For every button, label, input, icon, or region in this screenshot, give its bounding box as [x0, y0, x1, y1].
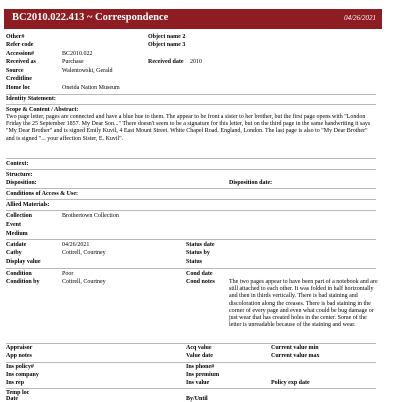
refer-code-label: Refer code — [6, 42, 34, 48]
accession-label: Accession# — [6, 51, 34, 57]
condition-by-value: Cottrell, Courtney — [62, 279, 106, 285]
conditions-access-label: Conditions of Access & Use: — [6, 191, 78, 197]
divider — [6, 343, 376, 344]
temp-loc-label: Temp loc — [6, 390, 30, 396]
value-date-label: Value date — [186, 353, 213, 359]
divider — [6, 268, 376, 269]
condition-label: Condition — [6, 271, 32, 277]
record-header — [4, 9, 382, 29]
event-label: Event — [6, 222, 21, 228]
divider — [6, 104, 376, 105]
current-value-max-label: Current value max — [271, 353, 320, 359]
catdate-label: Catdate — [6, 242, 27, 248]
collection-label: Collection — [6, 213, 32, 219]
display-value-label: Display value — [6, 259, 41, 265]
ins-value-label: Ins value — [186, 380, 210, 386]
ins-policy-label: Ins policy# — [6, 364, 34, 370]
structure-label: Structure: — [6, 172, 33, 178]
object-name-3-label: Object name 3 — [148, 42, 186, 48]
current-value-min-label: Current value min — [271, 345, 319, 351]
record-title: BC2010.022.413 ~ Correspondence — [12, 12, 169, 23]
received-as-label: Received as — [6, 59, 36, 65]
other-num-label: Other# — [6, 34, 25, 40]
divider — [6, 169, 376, 170]
source-label: Source — [6, 68, 24, 74]
ins-rep-label: Ins rep — [6, 380, 25, 386]
creditline-label: Creditline — [6, 76, 32, 82]
allied-materials-label: Allied Materials: — [6, 202, 50, 208]
disposition-label: Disposition: — [6, 180, 37, 186]
received-date-value: 2010 — [190, 59, 202, 65]
home-loc-value: Oneida Nation Museum — [62, 85, 120, 91]
scope-content-text: Two page letter, pages are connected and have a blue hue to them. The appear to be front a sister to her brother, but the first page opens with "London Friday the 25 September 1857. My Dear Son..." There doesn't seem to be a signature for this letter, but on the third page in the same handwriting it says "My Dear Brother" and is signed Emily Kuvil, 4 East Mount Street. White Chapel Road. England, London. The last page is also to "My Dear Brother" and is signed "... your affection Sister, E. Kuvil". — [6, 114, 371, 142]
source-value: Walentowski, Gerald — [62, 68, 113, 74]
divider — [6, 362, 376, 363]
divider — [6, 388, 376, 389]
app-notes-label: App notes — [6, 353, 32, 359]
context-label: Context: — [6, 161, 29, 167]
status-date-label: Status date — [186, 242, 215, 248]
cond-date-label: Cond date — [186, 271, 213, 277]
catby-value: Cottrell, Courtney — [62, 250, 106, 256]
policy-exp-date-label: Policy exp date — [271, 380, 310, 386]
divider — [6, 158, 376, 159]
date-label: Date — [6, 396, 18, 402]
object-name-2-label: Object name 2 — [148, 34, 186, 40]
received-as-value: Purchase — [62, 59, 84, 65]
ins-company-label: Ins company — [6, 372, 39, 378]
home-loc-label: Home loc — [6, 85, 31, 91]
divider — [6, 94, 376, 95]
record-date: 04/26/2021 — [344, 14, 376, 22]
scope-content-label: Scope & Content / Abstract: — [6, 107, 79, 113]
status-by-label: Status by — [186, 250, 210, 256]
catdate-value: 04/26/2021 — [62, 242, 90, 248]
disposition-date-label: Disposition date: — [229, 180, 273, 186]
divider — [6, 199, 376, 200]
received-date-label: Received date — [148, 59, 184, 65]
catby-label: Catby — [6, 250, 22, 256]
appraisor-label: Appraisor — [6, 345, 33, 351]
cond-notes-label: Cond notes — [186, 279, 215, 285]
divider — [6, 188, 376, 189]
collection-value: Brothertown Collection — [62, 213, 119, 219]
ins-premium-label: Ins premium — [186, 372, 220, 378]
divider — [6, 210, 376, 211]
identity-statement-label: Identity Statement: — [6, 96, 56, 102]
status-label: Status — [186, 259, 203, 265]
accession-value: BC2010.022 — [62, 51, 93, 57]
medium-label: Medium — [6, 231, 28, 237]
cond-notes-text: The two pages appear to have been part of a notebook and are still attached to each other. It was folded in half horizontally and then in thirds vertically. There is bad staining and discoloration along the creases. There is bad staining in the corner of every page and even what could be bug damage or just wear that has created holes in the center. Some of the letter is unreadable because of the staining and wear. — [229, 279, 378, 329]
ins-phone-label: Ins phone# — [186, 364, 215, 370]
condition-by-label: Condition by — [6, 279, 40, 285]
divider — [6, 239, 376, 240]
condition-value: Poor — [62, 271, 74, 277]
by-until-label: By/Until — [186, 396, 208, 402]
acq-value-label: Acq value — [186, 345, 212, 351]
